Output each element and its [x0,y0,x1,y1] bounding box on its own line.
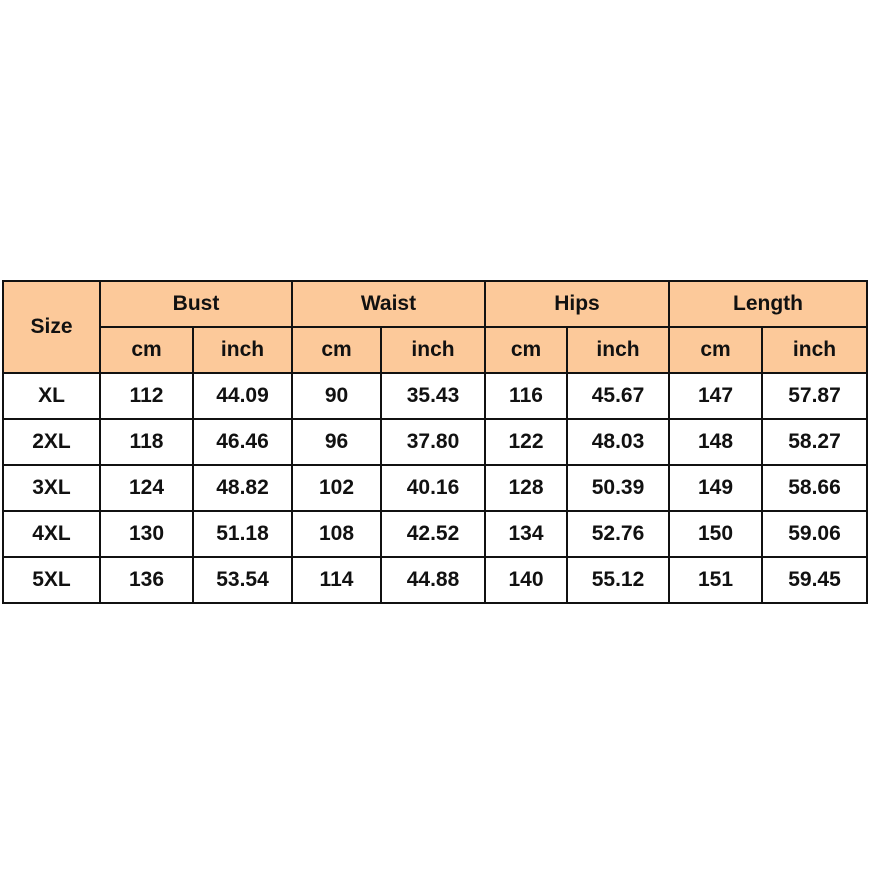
hips-inch-cell: 45.67 [567,373,669,419]
unit-header-length-cm: cm [669,327,762,373]
size-cell: 4XL [3,511,100,557]
table-row [3,557,867,603]
bust-inch-cell: 46.46 [193,419,292,465]
unit-header-waist-inch: inch [381,327,485,373]
length-inch-cell: 59.45 [762,557,867,603]
length-inch-cell: 57.87 [762,373,867,419]
table-row [3,511,867,557]
waist-cm-cell: 102 [292,465,381,511]
size-table [2,280,868,604]
waist-cm-cell: 96 [292,419,381,465]
length-cm-cell: 147 [669,373,762,419]
table-row [3,373,867,419]
size-chart [2,280,868,604]
bust-cm-cell: 118 [100,419,193,465]
length-cm-cell: 150 [669,511,762,557]
group-header-hips: Hips [485,281,669,327]
waist-cm-cell: 114 [292,557,381,603]
size-cell: XL [3,373,100,419]
hips-cm-cell: 122 [485,419,567,465]
table-row [3,465,867,511]
bust-inch-cell: 51.18 [193,511,292,557]
waist-inch-cell: 37.80 [381,419,485,465]
length-inch-cell: 59.06 [762,511,867,557]
unit-header-waist-cm: cm [292,327,381,373]
hips-inch-cell: 50.39 [567,465,669,511]
hips-cm-cell: 128 [485,465,567,511]
waist-inch-cell: 40.16 [381,465,485,511]
header-row-units [3,327,867,373]
unit-header-bust-cm: cm [100,327,193,373]
unit-header-length-inch: inch [762,327,867,373]
bust-cm-cell: 136 [100,557,193,603]
size-cell: 2XL [3,419,100,465]
unit-header-hips-inch: inch [567,327,669,373]
hips-cm-cell: 140 [485,557,567,603]
bust-cm-cell: 124 [100,465,193,511]
unit-header-bust-inch: inch [193,327,292,373]
group-header-bust: Bust [100,281,292,327]
waist-inch-cell: 44.88 [381,557,485,603]
length-cm-cell: 148 [669,419,762,465]
hips-cm-cell: 134 [485,511,567,557]
hips-inch-cell: 55.12 [567,557,669,603]
length-cm-cell: 149 [669,465,762,511]
bust-inch-cell: 48.82 [193,465,292,511]
waist-inch-cell: 35.43 [381,373,485,419]
hips-inch-cell: 52.76 [567,511,669,557]
bust-inch-cell: 44.09 [193,373,292,419]
size-column-header: Size [3,281,100,373]
waist-cm-cell: 108 [292,511,381,557]
length-inch-cell: 58.66 [762,465,867,511]
bust-inch-cell: 53.54 [193,557,292,603]
unit-header-hips-cm: cm [485,327,567,373]
bust-cm-cell: 112 [100,373,193,419]
waist-cm-cell: 90 [292,373,381,419]
bust-cm-cell: 130 [100,511,193,557]
group-header-length: Length [669,281,867,327]
size-cell: 5XL [3,557,100,603]
table-row [3,419,867,465]
hips-inch-cell: 48.03 [567,419,669,465]
size-cell: 3XL [3,465,100,511]
header-row-groups [3,281,867,327]
length-inch-cell: 58.27 [762,419,867,465]
length-cm-cell: 151 [669,557,762,603]
hips-cm-cell: 116 [485,373,567,419]
waist-inch-cell: 42.52 [381,511,485,557]
group-header-waist: Waist [292,281,485,327]
